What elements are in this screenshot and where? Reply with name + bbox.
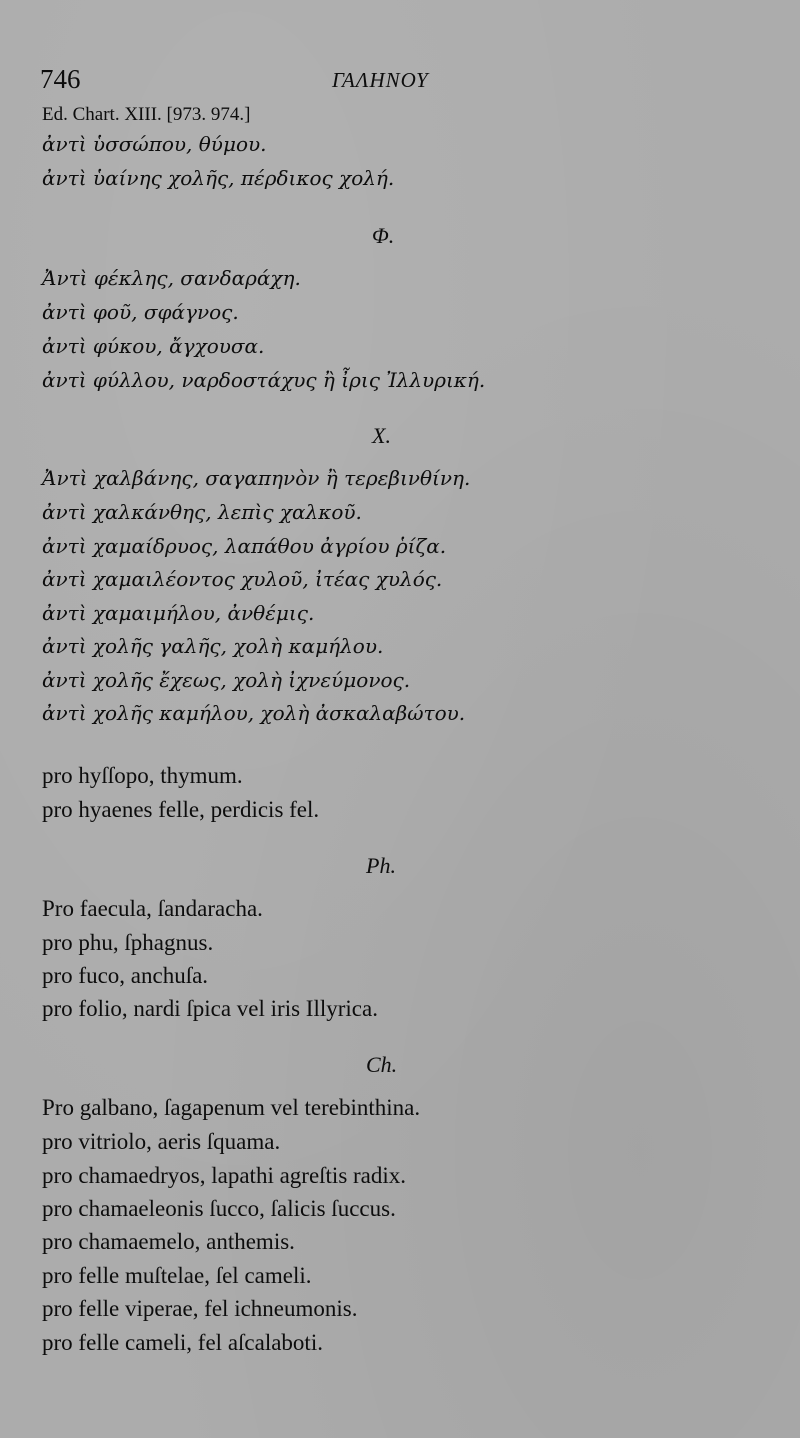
greek-line: ἀντὶ ὑσσώπου, θύμου. bbox=[42, 132, 267, 156]
latin-line: pro felle viperae, fel ichneumonis. bbox=[42, 1296, 358, 1321]
latin-line: pro phu, ſphagnus. bbox=[42, 930, 214, 955]
greek-line: ἀντὶ χαμαιλέοντος χυλοῦ, ἰτέας χυλός. bbox=[42, 567, 443, 591]
greek-line: ἀντὶ χολῆς ἔχεως, χολὴ ἰχνεύμονος. bbox=[42, 668, 411, 692]
greek-line: Ἀντὶ φέκλης, σανδαράχη. bbox=[42, 266, 301, 290]
greek-line: ἀντὶ φύκου, ἄγχουσα. bbox=[42, 334, 265, 358]
greek-line: ἀντὶ χολῆς καμήλου, χολὴ ἀσκαλαβώτου. bbox=[42, 701, 466, 725]
latin-line: Pro galbano, ſagapenum vel terebinthina. bbox=[42, 1095, 421, 1120]
latin-line: pro chamaedryos, lapathi agreſtis radix. bbox=[42, 1163, 407, 1188]
latin-line: pro hyaenes felle, perdicis fel. bbox=[42, 797, 320, 822]
latin-line: pro chamaeleonis ſucco, ſalicis ſuccus. bbox=[42, 1196, 396, 1221]
greek-line: ἀντὶ χαμαιμήλου, ἀνθέμις. bbox=[42, 601, 315, 625]
latin-line: Pro faecula, ſandaracha. bbox=[42, 896, 263, 921]
section-heading-ph: Ph. bbox=[366, 853, 396, 878]
page-header bbox=[40, 64, 470, 100]
greek-line: ἀντὶ χολῆς γαλῆς, χολὴ καμήλου. bbox=[42, 634, 384, 658]
page-number: 746 bbox=[40, 64, 81, 94]
latin-line: pro chamaemelo, anthemis. bbox=[42, 1229, 295, 1254]
edition-reference: Ed. Chart. XIII. [973. 974.] bbox=[42, 104, 251, 125]
greek-line: ἀντὶ φύλλου, ναρδοστάχυς ἢ ἶρις Ἰλλυρική. bbox=[42, 368, 486, 392]
section-heading-ch: Ch. bbox=[366, 1052, 398, 1077]
section-heading-chi: Χ. bbox=[372, 423, 391, 448]
latin-line: pro felle muſtelae, ſel cameli. bbox=[42, 1263, 312, 1288]
latin-line: pro hyſſopo, thymum. bbox=[42, 763, 243, 788]
greek-line: ἀντὶ φοῦ, σφάγνος. bbox=[42, 300, 239, 324]
latin-line: pro felle cameli, fel aſcalaboti. bbox=[42, 1330, 323, 1355]
latin-line: pro folio, nardi ſpica vel iris Illyrica. bbox=[42, 996, 378, 1021]
latin-line: pro vitriolo, aeris ſquama. bbox=[42, 1129, 281, 1154]
greek-line: ἀντὶ ὑαίνης χολῆς, πέρδικος χολή. bbox=[42, 166, 395, 190]
greek-line: Ἀντὶ χαλβάνης, σαγαπηνὸν ἢ τερεβινθίνη. bbox=[42, 466, 471, 490]
section-heading-phi: Φ. bbox=[372, 223, 395, 248]
greek-line: ἀντὶ χαμαίδρυος, λαπάθου ἀγρίου ῥίζα. bbox=[42, 534, 447, 558]
greek-line: ἀντὶ χαλκάνθης, λεπὶς χαλκοῦ. bbox=[42, 500, 362, 524]
latin-line: pro fuco, anchuſa. bbox=[42, 963, 209, 988]
running-title: ΓΑΛΗΝΟΥ bbox=[332, 68, 429, 92]
